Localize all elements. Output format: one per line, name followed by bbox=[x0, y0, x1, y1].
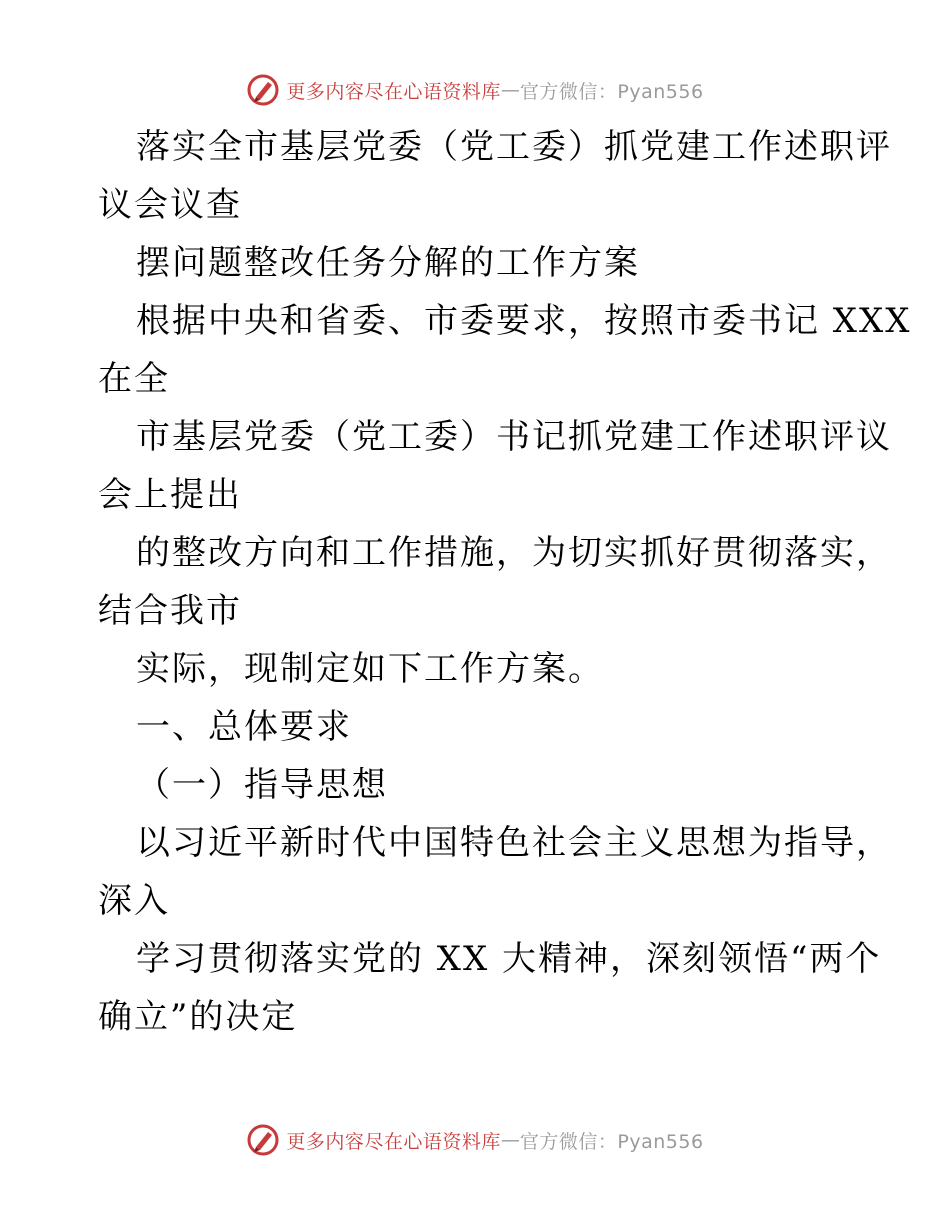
footer-watermark bbox=[0, 1120, 950, 1160]
paragraph-line: 根据中央和省委、市委要求，按照市委书记 XXX bbox=[136, 301, 912, 341]
watermark-wechat: 官方微信：Pyan556 bbox=[519, 1130, 704, 1153]
watermark-brand: 更多内容尽在心语资料库 bbox=[286, 80, 501, 103]
paragraph-line: 深入 bbox=[98, 881, 170, 921]
section-heading: 一、总体要求 bbox=[136, 707, 352, 747]
paragraph-line: 以习近平新时代中国特色社会主义思想为指导， bbox=[136, 823, 892, 863]
watermark-brand: 更多内容尽在心语资料库 bbox=[286, 1130, 501, 1153]
paragraph-line: 实际，现制定如下工作方案。 bbox=[136, 649, 604, 689]
paragraph-line: 学习贯彻落实党的 XX 大精神，深刻领悟“两个 bbox=[136, 939, 882, 979]
subsection-heading: （一）指导思想 bbox=[136, 765, 388, 805]
header-watermark bbox=[0, 70, 950, 110]
paragraph-line: 会上提出 bbox=[98, 475, 242, 515]
paragraph-line: 在全 bbox=[98, 359, 170, 399]
paragraph-line: 市基层党委（党工委）书记抓党建工作述职评议 bbox=[136, 417, 892, 457]
watermark-wechat: 官方微信：Pyan556 bbox=[519, 80, 704, 103]
paragraph-line: 结合我市 bbox=[98, 591, 242, 631]
title-line-1: 落实全市基层党委（党工委）抓党建工作述职评 bbox=[136, 127, 892, 167]
paragraph-line: 确立”的决定 bbox=[98, 997, 298, 1037]
watermark-separator: — bbox=[500, 1129, 520, 1151]
paragraph-line: 的整改方向和工作措施，为切实抓好贯彻落实， bbox=[136, 533, 892, 573]
pen-circle-icon bbox=[246, 1123, 280, 1157]
pen-circle-icon bbox=[246, 73, 280, 107]
title-line-2: 议会议查 bbox=[98, 185, 242, 225]
title-line-3: 摆问题整改任务分解的工作方案 bbox=[136, 243, 640, 283]
watermark-separator: — bbox=[500, 79, 520, 101]
document-body bbox=[98, 118, 912, 1046]
